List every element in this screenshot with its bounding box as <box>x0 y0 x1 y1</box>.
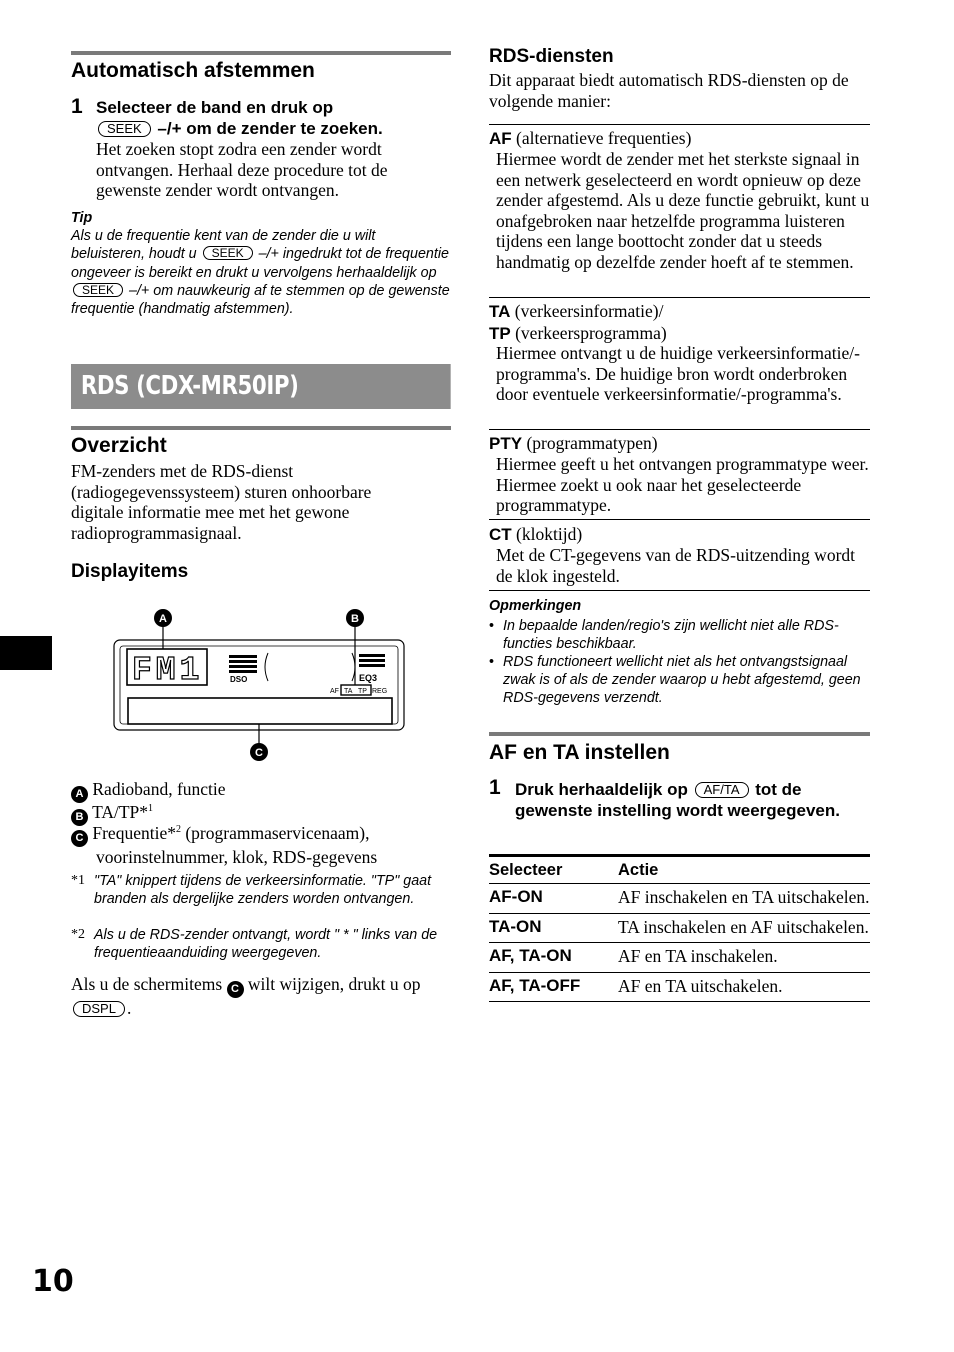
step-text-2: tot de gewenste instelling wordt weergegeven. <box>515 780 840 820</box>
footnote-text: Als u de RDS-zender ontvangt, wordt " * " links van de frequentieaanduiding weergegeven. <box>94 927 438 962</box>
rds-item-ct <box>489 524 870 546</box>
overview-body: FM-zenders met de RDS-dienst (radiogegevenssysteem) sturen onhoorbare digitale informatie mee met het gewone radioprogrammasignaal. <box>71 461 372 543</box>
eq-text: EQ3 <box>359 673 378 683</box>
table-cell-select: AF, TA-OFF <box>489 972 618 1002</box>
footnote-1 <box>71 872 451 928</box>
table-rule <box>489 124 870 125</box>
tip-text-2: –/+ ingedrukt tot de frequentie ongeveer is bereikt en drukt u vervolgens herhaaldelijk op <box>71 246 449 281</box>
table-cell-select: AF-ON <box>489 884 618 914</box>
dspl-button: DSPL <box>73 1001 125 1017</box>
subsection-title-display-items: Displayitems <box>71 561 189 582</box>
callout-b-label: B <box>351 613 359 625</box>
chapter-banner: RDS (CDX-MR50IP) <box>71 364 451 409</box>
rds-item-pty <box>489 433 870 455</box>
section-rule <box>71 51 451 55</box>
change-display-text <box>71 974 451 1019</box>
section-rule <box>489 732 870 736</box>
change-text-1: Als u de schermitems <box>71 974 223 994</box>
rds-term: CT <box>489 525 512 544</box>
change-text-2: wilt wijzigen, drukt u op <box>247 974 421 994</box>
tip-text <box>71 227 451 318</box>
dso-text: DSO <box>230 675 248 684</box>
section-rule <box>71 426 451 430</box>
note-text: In bepaalde landen/regio's zijn wellicht niet alle RDS-functies beschikbaar. <box>503 618 839 653</box>
legend-b-text: TA/TP* <box>92 801 149 822</box>
rds-term: PTY <box>489 434 523 453</box>
band-text: FM1 <box>132 652 204 689</box>
table-header-row <box>489 856 870 884</box>
callout-c-marker: C <box>227 981 244 998</box>
legend-item-c <box>71 820 451 867</box>
table-cell-action: AF en TA inschakelen. <box>618 943 870 973</box>
page-number: 10 <box>32 1264 74 1299</box>
rds-term: TA <box>489 302 511 321</box>
seek-button: SEEK <box>203 246 253 260</box>
rds-term-paren: (kloktijd) <box>516 524 583 544</box>
footnote-text: "TA" knippert tijdens de verkeersinformatie. "TP" gaat branden als dergelijke zenders worden ontvangen. <box>94 873 432 908</box>
bullet: • <box>489 654 495 670</box>
step-instruction <box>96 98 451 201</box>
rds-term-paren: (verkeersprogramma) <box>515 322 667 343</box>
rds-desc: Hiermee ontvangt u de huidige verkeersinformatie/-programma's. De huidige bron wordt onderbroken door eventuele verkeersinformatie/-programma's. <box>496 343 860 404</box>
footnote-mark: *2 <box>71 927 85 942</box>
step-body: Het zoeken stopt zodra een zender wordt ontvangen. Herhaal deze procedure tot de gewenste zender wordt ontvangen. <box>96 139 388 200</box>
legend-c-text-3: voorinstelnummer, klok, RDS-gegevens <box>96 846 378 867</box>
legend-c-text-1: Frequentie* <box>92 822 176 843</box>
seek-button: SEEK <box>98 121 151 137</box>
display-illustration <box>108 605 408 765</box>
table-rule <box>489 590 870 591</box>
table-rule <box>489 297 870 298</box>
rds-item-af <box>489 128 870 150</box>
table-rule <box>489 429 870 430</box>
column-header: Actie <box>618 856 870 884</box>
rds-desc: Hiermee wordt de zender met het sterkste signaal in een netwerk geselecteerd en wordt opnieuw op deze zender afgestemd. Als u deze functie gebruikt, kunt u onafgebroken naar hetzelfde programma luisteren tijdens een lange boottocht zonder dat u steeds handmatig op dezelfde zender hoeft af te stemmen. <box>496 149 870 272</box>
column-header: Selecteer <box>489 856 618 884</box>
reg-text: REG <box>372 688 388 695</box>
ta-text: TA <box>344 688 353 695</box>
table-cell-action: TA inschakelen en AF uitschakelen. <box>618 913 870 943</box>
tip-text-1: Als u de frequentie kent van de zender die u wilt beluisteren, houdt u <box>71 228 376 263</box>
note-text: RDS functioneert wellicht niet als het ontvangstsignaal zwak is of als de zender waarop u hebt afgestemd, geen RDS-gegevens verzendt. <box>503 654 861 707</box>
footnote-mark: *1 <box>71 873 85 888</box>
table-cell-action: AF en TA uitschakelen. <box>618 972 870 1002</box>
seek-button: SEEK <box>73 283 123 297</box>
step-number: 1 <box>489 776 501 799</box>
section-title-auto-tune: Automatisch afstemmen <box>71 59 315 82</box>
callout-c-marker: C <box>71 830 88 847</box>
rds-desc: Met de CT-gegevens van de RDS-uitzending wordt de klok ingesteld. <box>496 545 856 586</box>
table-row <box>489 943 870 973</box>
af-text: AF <box>330 688 339 695</box>
legend-c-text-2: (programmaservicenaam), <box>180 822 370 843</box>
rds-item-ta <box>489 301 870 344</box>
tip-text-3: –/+ om nauwkeurig af te stemmen op de gewenste frequentie (handmatig afstemmen). <box>71 282 450 318</box>
tip-block <box>71 209 451 318</box>
callout-c-label: C <box>255 747 263 759</box>
rds-term-paren: (programmatypen) <box>526 433 658 453</box>
footnote-2 <box>71 926 451 966</box>
table-row <box>489 913 870 943</box>
tip-title: Tip <box>71 210 93 226</box>
callout-a-label: A <box>159 613 167 625</box>
rds-term: TP <box>489 323 511 343</box>
step-number: 1 <box>71 95 83 118</box>
section-title-rds-services: RDS-diensten <box>489 46 614 67</box>
section-title-af-ta: AF en TA instellen <box>489 741 670 764</box>
change-end: . <box>126 998 132 1018</box>
table-cell-select: TA-ON <box>489 913 618 943</box>
bullet: • <box>489 618 495 634</box>
rds-term: AF <box>489 129 512 148</box>
rds-term-paren: (alternatieve frequenties) <box>516 128 692 148</box>
section-title-overview: Overzicht <box>71 434 167 457</box>
footnote-ref: 2 <box>175 824 181 835</box>
callout-b-marker: B <box>71 809 88 826</box>
step-text-1: Druk herhaaldelijk op <box>515 780 688 799</box>
af-ta-table <box>489 854 870 1002</box>
callout-a-marker: A <box>71 786 88 803</box>
frequency-area <box>128 698 392 724</box>
rds-desc: Hiermee geeft u het ontvangen programmatype weer. Hiermee zoekt u ook naar het geselecteerde programmatype. <box>496 454 869 515</box>
table-cell-select: AF, TA-ON <box>489 943 618 973</box>
step-instruction <box>515 780 865 821</box>
note-item <box>489 653 870 708</box>
footnote-ref: 1 <box>148 803 154 814</box>
table-rule <box>489 519 870 520</box>
step-text-2: –/+ om de zender te zoeken. <box>157 118 383 138</box>
af-ta-button: AF/TA <box>695 782 749 798</box>
tp-text: TP <box>358 688 367 695</box>
note-item <box>489 617 870 653</box>
table-row <box>489 884 870 914</box>
table-row <box>489 972 870 1002</box>
notes-title: Opmerkingen <box>489 598 582 614</box>
rds-intro: Dit apparaat biedt automatisch RDS-diensten op de volgende manier: <box>489 70 849 111</box>
step-text-1: Selecteer de band en druk op <box>96 98 334 117</box>
side-tab-marker <box>0 636 52 670</box>
rds-term-paren: (verkeersinformatie)/ <box>514 301 664 321</box>
table-cell-action: AF inschakelen en TA uitschakelen. <box>618 884 870 914</box>
legend-a-text: Radioband, functie <box>92 779 226 799</box>
